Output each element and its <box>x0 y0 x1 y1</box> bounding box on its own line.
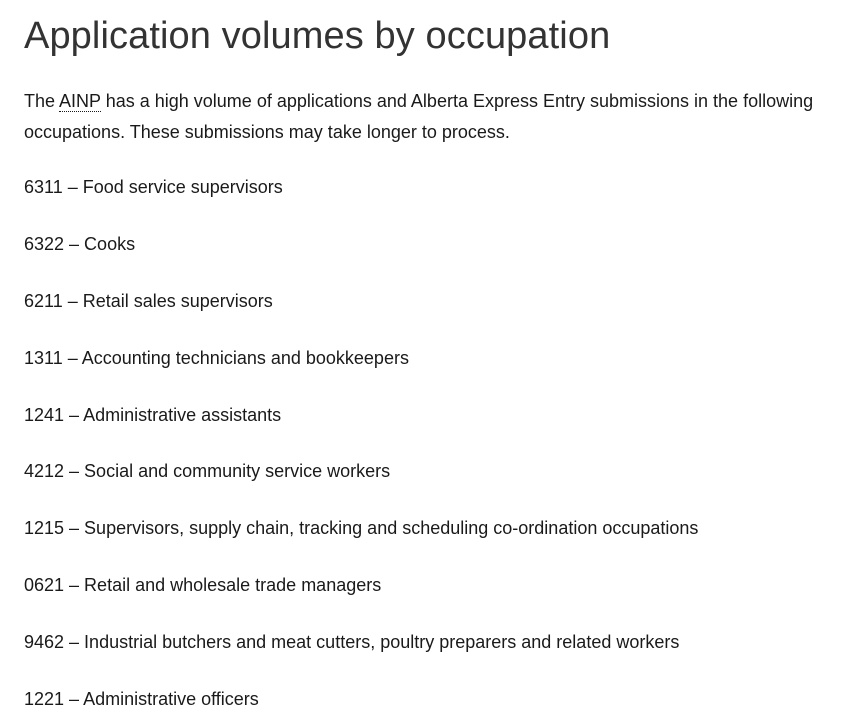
occupation-item: 1221 – Administrative officers <box>24 689 259 710</box>
main-content <box>24 0 834 710</box>
occupation-item: 0621 – Retail and wholesale trade managers <box>24 575 382 596</box>
occupation-list <box>24 175 698 711</box>
occupation-item: 1215 – Supervisors, supply chain, tracking and scheduling co-ordination occupations <box>24 518 699 539</box>
occupation-item: 6211 – Retail sales supervisors <box>24 290 273 311</box>
page-title: Application volumes by occupation <box>24 15 611 57</box>
intro-paragraph <box>24 86 834 148</box>
ainp-abbreviation[interactable]: AINP <box>59 91 101 111</box>
occupation-item: 6311 – Food service supervisors <box>24 177 283 197</box>
occupation-item: 9462 – Industrial butchers and meat cutters, poultry preparers and related workers <box>24 632 680 653</box>
occupation-item: 4212 – Social and community service workers <box>24 461 391 482</box>
occupation-item: 6322 – Cooks <box>24 233 136 254</box>
occupation-item: 1311 – Accounting technicians and bookkeepers <box>24 347 409 368</box>
occupation-list-wrapper <box>24 175 698 711</box>
intro-text-before: The <box>24 91 60 111</box>
occupation-item: 1241 – Administrative assistants <box>24 404 282 425</box>
intro-text-after: has a high volume of applications and Alberta Express Entry submissions in the following occupations. These submissions may take longer to process. <box>24 91 814 142</box>
